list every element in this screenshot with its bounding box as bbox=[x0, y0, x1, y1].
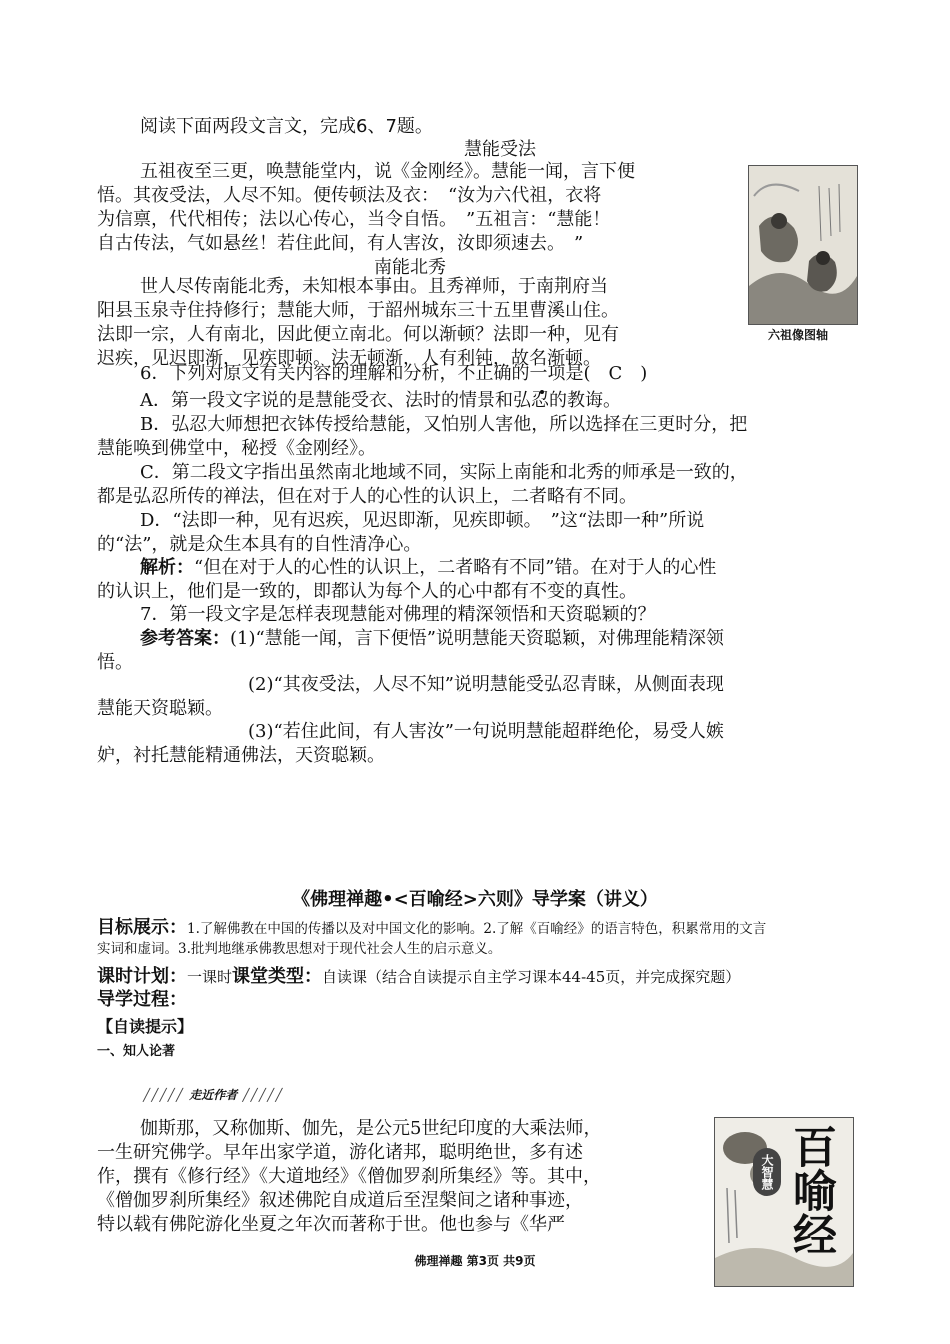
book-cover-image bbox=[714, 1117, 854, 1287]
plan-value: 一课时 bbox=[187, 968, 233, 986]
painting-illustration bbox=[749, 166, 857, 324]
question-6-stem: 6．下列对原文有关内容的理解和分析，不正确的一项是( C ) bbox=[140, 363, 648, 384]
answer-line bbox=[140, 627, 724, 651]
plan-line bbox=[97, 962, 740, 988]
analysis-label: 解析： bbox=[140, 557, 194, 578]
goal-line: 实词和虚词。3.批判地继承佛教思想对于现代社会人生的启示意义。 bbox=[97, 941, 502, 957]
analysis-text: “但在对于人的心性的认识上，二者略有不同”错。在对于人的心性 bbox=[194, 557, 717, 578]
author-line: 特以载有佛陀游化坐夏之年次而著称于世。他也参与《华严 bbox=[97, 1214, 565, 1235]
answer-line: (2)“其夜受法，人尽不知”说明慧能受弘忍青睐，从侧面表现 bbox=[248, 674, 724, 695]
author-line: 伽斯那，又称伽斯、伽先，是公元5世纪印度的大乘法师， bbox=[140, 1118, 602, 1139]
answer-label: 参考答案： bbox=[140, 628, 230, 649]
goal-text: 1.了解佛教在中国的传播以及对中国文化的影响。2.了解《百喻经》的语言特色，积累常用的文言 bbox=[187, 921, 767, 937]
sixth-patriarch-painting bbox=[748, 165, 858, 325]
passage-2-line: 法即一宗，人有南北，因此便立南北。何以渐顿？法即一种，见有 bbox=[97, 324, 619, 345]
answer-text: (1)“慧能一闻，言下便悟”说明慧能天资聪颖，对佛理能精深领 bbox=[230, 628, 724, 649]
analysis-line: 的认识上，他们是一致的，即都认为每个人的心中都有不变的真性。 bbox=[97, 581, 637, 602]
cover-subtitle-badge: 大智慧 bbox=[753, 1148, 781, 1196]
passage-title-2: 南能北秀 bbox=[374, 257, 446, 278]
page-footer: 佛理禅趣 第3页 共9页 bbox=[414, 1254, 536, 1268]
passage-2-line: 世人尽传南能北秀，未知根本事由。且秀禅师，于南荆府当 bbox=[140, 276, 608, 297]
option-d: 的“法”，就是众生本具有的自性清净心。 bbox=[97, 534, 422, 555]
author-line: 一生研究佛学。早年出家学道，游化诸邦，聪明绝世，多有述 bbox=[97, 1142, 583, 1163]
banner-decor-left: ╱╱╱╱╱ bbox=[143, 1088, 185, 1102]
cover-title: 百喻经 bbox=[785, 1124, 836, 1256]
question-7-stem: 7．第一段文字是怎样表现慧能对佛理的精深领悟和天资聪颖的？ bbox=[140, 604, 656, 625]
option-b: B．弘忍大师想把衣钵传授给慧能，又怕别人害他，所以选择在三更时分，把 bbox=[140, 414, 748, 435]
option-a: A．第一段文字说的是慧能受衣、法时的情景和弘忍的教诲。 bbox=[140, 390, 621, 411]
goal-label: 目标展示： bbox=[97, 917, 187, 938]
option-c: C．第二段文字指出虽然南北地域不同，实际上南能和北秀的师承是一致的， bbox=[140, 462, 748, 483]
answer-line: 慧能天资聪颖。 bbox=[97, 698, 223, 719]
lesson-title: 《佛理禅趣•<百喻经>六则》导学案（讲义） bbox=[292, 889, 658, 910]
goal-line bbox=[97, 913, 766, 940]
author-banner bbox=[143, 1084, 283, 1103]
author-line: 《僧伽罗刹所集经》叙述佛陀自成道后至涅槃间之诸种事迹， bbox=[97, 1190, 583, 1211]
passage-1-line: 自古传法，气如悬丝！若住此间，有人害汝，汝即须速去。 ” bbox=[97, 233, 584, 254]
answer-line: 悟。 bbox=[97, 652, 133, 673]
answer-line: 妒，衬托慧能精通佛法，天资聪颖。 bbox=[97, 745, 385, 766]
section-heading: 【自读提示】 bbox=[97, 1017, 194, 1036]
plan-label: 课时计划： bbox=[97, 966, 187, 987]
author-line: 作，撰有《修行经》《大道地经》《僧伽罗刹所集经》等。其中， bbox=[97, 1166, 601, 1187]
subsection-heading: 一、知人论著 bbox=[97, 1044, 176, 1059]
option-b: 慧能唤到佛堂中，秘授《金刚经》。 bbox=[97, 438, 376, 459]
passage-2-line: 迟疾，见迟即渐，见疾即顿。法无顿渐，人有利钝，故名渐顿。 bbox=[97, 348, 601, 369]
passage-1-line: 为信禀，代代相传；法以心传心，当令自悟。 ”五祖言：“慧能！ bbox=[97, 209, 611, 230]
option-c: 都是弘忍所传的禅法，但在对于人的心性的认识上，二者略有不同。 bbox=[97, 486, 637, 507]
process-label: 导学过程： bbox=[97, 989, 187, 1010]
painting-caption: 六祖像图轴 bbox=[768, 328, 829, 342]
banner-decor-right: ╱╱╱╱╱ bbox=[242, 1088, 284, 1102]
banner-text: 走近作者 bbox=[189, 1088, 238, 1102]
passage-1-line: 悟。其夜受法，人尽不知。便传顿法及衣： “汝为六代祖，衣将 bbox=[97, 185, 602, 206]
passage-1-line: 五祖夜至三更，唤慧能堂内，说《金刚经》。慧能一闻，言下便 bbox=[140, 161, 635, 182]
option-d: D．“法即一种，见有迟疾，见迟即渐，见疾即顿。 ”这“法即一种”所说 bbox=[140, 510, 705, 531]
type-value: 自读课（结合自读提示自主学习课本44-45页，并完成探究题） bbox=[322, 968, 741, 986]
reading-instruction: 阅读下面两段文言文，完成6、7题。 bbox=[140, 116, 433, 137]
passage-2-line: 阳县玉泉寺住持修行；慧能大师，于韶州城东三十五里曹溪山住。 bbox=[97, 300, 619, 321]
answer-line: (3)“若住此间，有人害汝”一句说明慧能超群绝伦，易受人嫉 bbox=[248, 721, 724, 742]
analysis-line bbox=[140, 556, 716, 580]
type-label: 课堂类型： bbox=[232, 966, 323, 987]
passage-title-1: 慧能受法 bbox=[464, 139, 536, 160]
